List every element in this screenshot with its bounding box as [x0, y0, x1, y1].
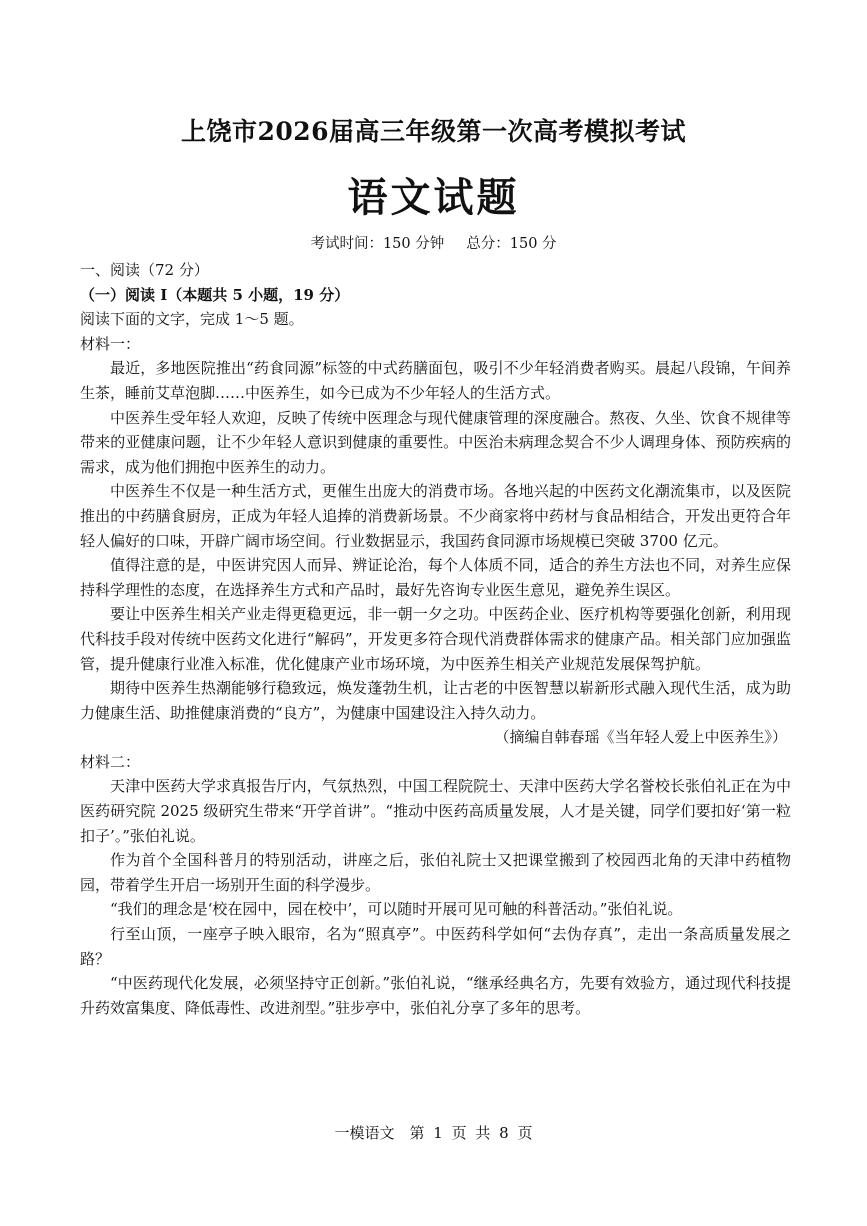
- material-one-source: （摘编自韩春瑶《当年轻人爱上中医养生》）: [494, 728, 787, 747]
- instruction: 阅读下面的文字，完成 1～5 题。: [80, 310, 304, 329]
- material-one-paragraph: 值得注意的是，中医讲究因人而异、辨证论治，每个人体质不同，适合的养生方法也不同，对养生应保持科学理性的态度，在选择养生方式和产品时，最好先咨询专业医生意见，避免养生误区。: [80, 556, 791, 599]
- material-two-paragraph: 天津中医药大学求真报告厅内，气氛热烈，中国工程院院士、天津中医药大学名誉校长张伯礼正在为中医药研究院 2025 级研究生带来“开学首讲”。“推动中医药高质量发展，人才是关键，同学们要扣好‘第一粒扣子’。”张伯礼说。: [80, 777, 791, 845]
- material-two-paragraph: 行至山顶，一座亭子映入眼帘，名为“照真亭”。中医药科学如何“去伪存真”，走出一条高质量发展之路？: [80, 925, 791, 968]
- total-score: 总分：150 分: [466, 236, 557, 252]
- subject-title: 语文试题: [347, 174, 520, 221]
- material-one-paragraph: 最近，多地医院推出“药食同源”标签的中式药膳面包，吸引不少年轻消费者购买。晨起八段锦，午间养生茶，睡前艾草泡脚……中医养生，如今已成为不少年轻人的生活方式。: [80, 359, 791, 402]
- material-one-paragraph: 中医养生受年轻人欢迎，反映了传统中医理念与现代健康管理的深度融合。熬夜、久坐、饮食不规律等带来的亚健康问题，让不少年轻人意识到健康的重要性。中医治未病理念契合不少人调理身体、预防疾病的需求，成为他们拥抱中医养生的动力。: [80, 408, 791, 476]
- content-body: [80, 258, 791, 1020]
- material-one-paragraph: 中医养生不仅是一种生活方式，更催生出庞大的消费市场。各地兴起的中医药文化潮流集市，以及医院推出的中药膳食厨房，正成为年轻人追捧的消费新场景。不少商家将中药材与食品相结合，开发出更符合年轻人偏好的口味，开辟广阔市场空间。行业数据显示，我国药食同源市场规模已突破 3700 亿元。: [80, 482, 791, 550]
- material-two-paragraph: “中医药现代化发展，必须坚持守正创新。”张伯礼说，“继承经典名方，先要有效验方，通过现代科技提升药效富集度、降低毒性、改进剂型。”驻步亭中，张伯礼分享了多年的思考。: [80, 974, 791, 1017]
- material-two-paragraph: “我们的理念是‘校在园中，园在校中’，可以随时开展可见可触的科普活动。”张伯礼说。: [110, 900, 683, 919]
- material-one-paragraph: 期待中医养生热潮能够行稳致远，焕发蓬勃生机，让古老的中医智慧以崭新形式融入现代生活，成为助力健康生活、助推健康消费的“良方”，为健康中国建设注入持久动力。: [80, 679, 791, 722]
- section-heading: 一、阅读（72 分）: [80, 261, 209, 279]
- material-one-paragraph: 要让中医养生相关产业走得更稳更远，非一朝一夕之功。中医药企业、医疗机构等要强化创新，利用现代科技手段对传统中医药文化进行“解码”，开发更多符合现代消费群体需求的健康产品。相关部门应加强监管，提升健康行业准入标准，优化健康产业市场环境，为中医养生相关产业规范发展保驾护航。: [80, 605, 791, 673]
- material-two-label: 材料二：: [80, 752, 141, 771]
- page-footer: 一模语文 第 1 页 共 8 页: [334, 1124, 533, 1142]
- material-two-paragraph: 作为首个全国科普月的特别活动，讲座之后，张伯礼院士又把课堂搬到了校园西北角的天津中药植物园，带着学生开启一场别开生面的科学漫步。: [80, 851, 791, 894]
- part-heading: （一）阅读 I（本题共 5 小题，19 分）: [80, 285, 350, 304]
- exam-time: 考试时间：150 分钟: [310, 236, 445, 252]
- material-one-label: 材料一：: [80, 334, 141, 353]
- exam-title: 上饶市2026届高三年级第一次高考模拟考试: [180, 117, 687, 146]
- exam-info: [0, 232, 867, 253]
